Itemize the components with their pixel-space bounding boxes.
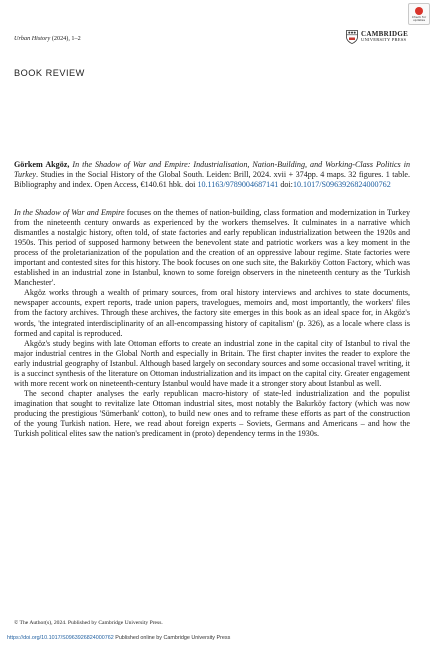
publisher-logo[interactable] xyxy=(346,30,408,44)
badge-label: Check for updates xyxy=(411,15,427,22)
footer-published-text: Published online by Cambridge University Press xyxy=(115,635,231,641)
paragraph-1-title: In the Shadow of War and Empire xyxy=(14,208,125,217)
journal-issue: (2024), 1–2 xyxy=(51,35,81,42)
cambridge-shield-icon xyxy=(346,30,358,44)
book-title: In the Shadow of War and Empire: Industrialisation, Nation-Building, and Working-Class Politics in Turkey xyxy=(14,160,410,180)
footer-doi-link[interactable]: https://doi.org/10.1017/S0963926824000762 xyxy=(7,635,114,641)
page-footer xyxy=(7,635,230,641)
copyright-notice: © The Author(s), 2024. Published by Cambridge University Press. xyxy=(14,620,163,626)
paragraph-1-text: focuses on the themes of nation-building, class formation and modernization in Turkey from the nineteenth century onwards as experienced by the workers themselves. It culminates in a narrative which dismantles a nostalgic history, often told, of state factories and early republican industrialization between the 1920s and 1950s. This period of supposed harmony between the benevolent state and patriotic workers was a key moment in the process of the proletarianization of the population and the creation of an oppressive labour regime. State factories were important and contested sites for this history. The book focuses on one such site, the Bakırköy Cotton Factory, which was established in an industrial zone in Istanbul, known to some foreign observers in the nineteenth century as the 'Turkish Manchester'. xyxy=(14,208,410,288)
check-for-updates-badge[interactable] xyxy=(408,3,430,25)
paragraph-2: Akgöz works through a wealth of primary sources, from oral history interviews and archives to state documents, newspaper accounts, expert reports, trade union papers, travelogues, memoirs and, most importantly, the workers' files from the factory archives. Through these archives, the factory site emerges in this book as an ideal space for, in Akgöz's words, 'the integrated interdisciplinarity of an all-encompassing history of capitalism' (p. 326), as a locale where class is formed and capital is reproduced. xyxy=(14,288,410,338)
section-heading: BOOK REVIEW xyxy=(14,68,85,78)
review-body xyxy=(14,208,410,439)
publisher-name-line2: UNIVERSITY PRESS xyxy=(361,37,407,42)
paragraph-4: The second chapter analyses the early republican macro-history of state-led industrialization and the populist imagination that sought to revitalize late Ottoman industrial sites, most notably the Bakırköy factory (which was now producing the prestigious 'Sümerbank' cotton), to build new ones and to reframe these efforts as part of the construction of the young Turkish nation. Here, we read about foreign experts – Soviets, Germans and Americans – and how the Turkish political elites saw the nation's predicament in (proto) dependency terms in the 1930s. xyxy=(14,388,410,439)
review-author: Görkem Akgöz, xyxy=(14,160,70,169)
book-citation xyxy=(14,160,410,190)
journal-citation-line xyxy=(14,35,81,42)
paragraph-1 xyxy=(14,208,410,288)
review-doi-link[interactable]: 10.1017/S0963926824000762 xyxy=(292,180,391,190)
journal-name: Urban History xyxy=(14,35,51,42)
publisher-name-line1: CAMBRIDGE xyxy=(361,30,409,38)
review-doi-prefix: doi: xyxy=(280,180,293,190)
citation-details: . Studies in the Social History of the Global South. Leiden: Brill, 2024. xvii + 374pp. 4 maps. 32 figures. 1 table. Bibliography and index. Open Access, €140.61 hbk. doi xyxy=(14,170,410,190)
paragraph-3: Akgöz's study begins with late Ottoman efforts to create an industrial zone in the capital city of Istanbul to rival the major industrial centres in the Global North and especially in Britain. The first chapter invites the reader to explore the early industrial geography of Istanbul. Although based largely on secondary sources and some occasional travel writing, it is a succinct synthesis of the literature on Ottoman industrialization and its impact on the capital city. Greater engagement with more recent work on nineteenth-century Istanbul would have made it a stronger story about Istanbul as well. xyxy=(14,338,410,388)
update-icon xyxy=(415,7,423,15)
book-doi-link[interactable]: 10.1163/9789004687141 xyxy=(197,180,279,190)
